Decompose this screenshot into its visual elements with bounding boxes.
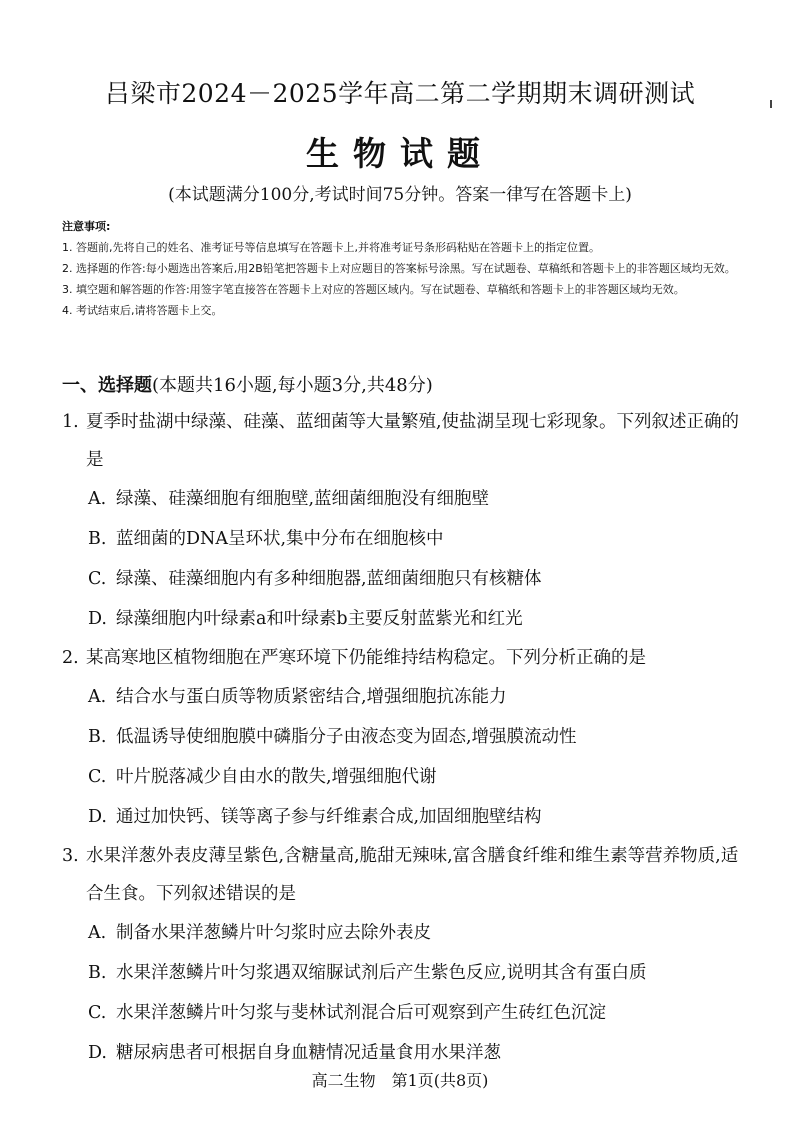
- option-text: 蓝细菌的DNA呈环状,集中分布在细胞核中: [116, 529, 444, 549]
- option-b: [62, 519, 752, 559]
- option-letter: D.: [88, 609, 107, 629]
- option-letter: D.: [88, 807, 107, 827]
- section-note: (本题共16小题,每小题3分,共48分): [152, 375, 433, 396]
- question-text: 夏季时盐湖中绿藻、硅藻、蓝细菌等大量繁殖,使盐湖呈现七彩现象。下列叙述正确的是: [86, 412, 740, 470]
- question-stem: [62, 639, 752, 677]
- option-letter: B.: [88, 963, 107, 983]
- question-number: 1.: [62, 412, 79, 432]
- option-c: [62, 559, 752, 599]
- option-letter: B.: [88, 727, 107, 747]
- option-d: [62, 797, 752, 837]
- notice-item: 2. 选择题的作答:每小题选出答案后,用2B铅笔把答题卡上对应题目的答案标号涂黑。写在试题卷、草稿纸和答题卡上的非答题区域均无效。: [62, 262, 736, 275]
- option-text: 绿藻、硅藻细胞内有多种细胞器,蓝细菌细胞只有核糖体: [116, 569, 542, 589]
- notice-item: 3. 填空题和解答题的作答:用签字笔直接答在答题卡上对应的答题区域内。写在试题卷、草稿纸和答题卡上的非答题区域均无效。: [62, 283, 685, 296]
- option-a: [62, 913, 752, 953]
- option-text: 结合水与蛋白质等物质紧密结合,增强细胞抗冻能力: [116, 687, 507, 707]
- question-list: [62, 403, 752, 1073]
- question-stem: [62, 837, 752, 913]
- option-text: 糖尿病患者可根据自身血糖情况适量食用水果洋葱: [116, 1043, 501, 1063]
- section-title: [62, 371, 433, 397]
- option-text: 水果洋葱鳞片叶匀浆与斐林试剂混合后可观察到产生砖红色沉淀: [116, 1003, 606, 1023]
- question-1: [62, 403, 752, 639]
- notice-title: 注意事项:: [62, 220, 111, 233]
- page-footer: 高二生物 第1页(共8页): [311, 1071, 489, 1090]
- subject-title: 生物试题: [306, 134, 494, 173]
- option-text: 绿藻细胞内叶绿素a和叶绿素b主要反射蓝紫光和红光: [116, 609, 523, 629]
- option-text: 叶片脱落减少自由水的散失,增强细胞代谢: [116, 767, 437, 787]
- question-number: 3.: [62, 846, 79, 866]
- question-number: 2.: [62, 648, 79, 668]
- option-text: 绿藻、硅藻细胞有细胞壁,蓝细菌细胞没有细胞壁: [116, 489, 490, 509]
- option-text: 制备水果洋葱鳞片叶匀浆时应去除外表皮: [116, 923, 431, 943]
- option-text: 低温诱导使细胞膜中磷脂分子由液态变为固态,增强膜流动性: [116, 727, 577, 747]
- option-a: [62, 677, 752, 717]
- option-letter: C.: [88, 569, 107, 589]
- notice-item: 1. 答题前,先将自己的姓名、准考证号等信息填写在答题卡上,并将准考证号条形码粘贴在答题卡上的指定位置。: [62, 241, 600, 254]
- question-stem: [62, 403, 752, 479]
- option-letter: B.: [88, 529, 107, 549]
- question-3: [62, 837, 752, 1073]
- option-b: [62, 717, 752, 757]
- option-text: 通过加快钙、镁等离子参与纤维素合成,加固细胞壁结构: [116, 807, 542, 827]
- question-text: 水果洋葱外表皮薄呈紫色,含糖量高,脆甜无辣味,富含膳食纤维和维生素等营养物质,适合生食。下列叙述错误的是: [86, 846, 739, 904]
- section-heading: 一、选择题: [62, 375, 152, 396]
- option-d: [62, 599, 752, 639]
- question-2: [62, 639, 752, 837]
- exam-header-title: 吕梁市2024－2025学年高二第二学期期末调研测试: [104, 79, 696, 108]
- option-d: [62, 1033, 752, 1073]
- exam-note: (本试题满分100分,考试时间75分钟。答案一律写在答题卡上): [168, 185, 632, 205]
- notice-item: 4. 考试结束后,请将答题卡上交。: [62, 304, 223, 317]
- option-a: [62, 479, 752, 519]
- option-text: 水果洋葱鳞片叶匀浆遇双缩脲试剂后产生紫色反应,说明其含有蛋白质: [116, 963, 647, 983]
- option-letter: A.: [88, 923, 107, 943]
- option-letter: A.: [88, 489, 107, 509]
- option-b: [62, 953, 752, 993]
- option-c: [62, 993, 752, 1033]
- option-letter: D.: [88, 1043, 107, 1063]
- notice-block: [62, 216, 752, 321]
- option-letter: C.: [88, 1003, 107, 1023]
- option-letter: A.: [88, 687, 107, 707]
- option-letter: C.: [88, 767, 107, 787]
- option-c: [62, 757, 752, 797]
- question-text: 某高寒地区植物细胞在严寒环境下仍能维持结构稳定。下列分析正确的是: [86, 648, 646, 668]
